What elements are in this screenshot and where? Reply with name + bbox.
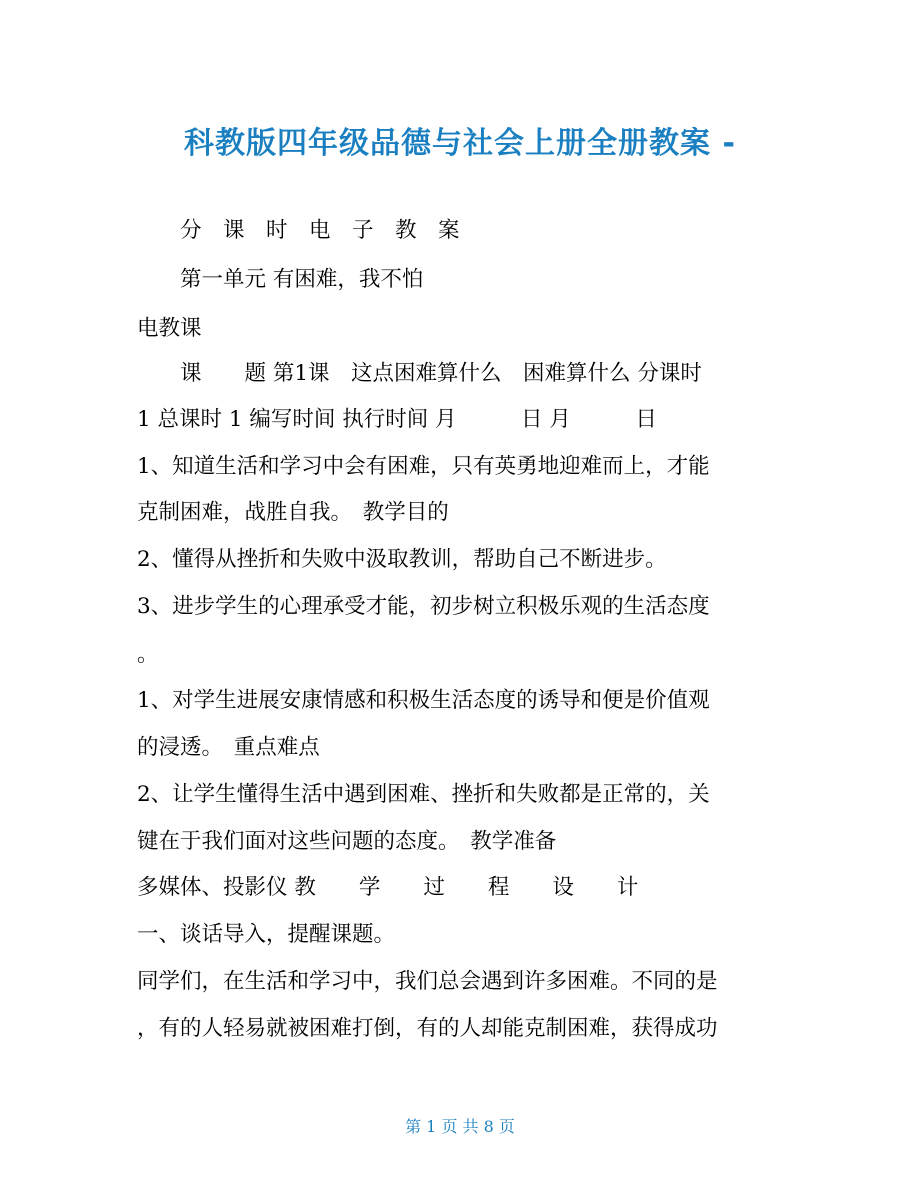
body-line: 1、知道生活和学习中会有困难，只有英勇地迎难而上，才能 [137, 454, 710, 479]
body-line: 1 总课时 1 编写时间 执行时间 月 日 月 日 [137, 407, 657, 432]
body-line: 一、谈话导入，提醒课题。 [137, 922, 396, 947]
body-line: 多媒体、投影仪 教 学 过 程 设 计 [137, 875, 639, 900]
body-line: 2、让学生懂得生活中遇到困难、挫折和失败都是正常的，关 [137, 782, 710, 807]
body-line: 。 [137, 642, 159, 667]
body-line: 1、对学生进展安康情感和积极生活态度的诱导和便是价值观 [137, 688, 710, 713]
body-line: 克制困难，战胜自我。 教学目的 [137, 500, 449, 525]
body-line: 电教课 [137, 316, 202, 341]
body-line: 第一单元 有困难，我不怕 [137, 267, 424, 292]
body-line: 键在于我们面对这些问题的态度。 教学准备 [137, 829, 557, 854]
page-number-footer: 第 1 页 共 8 页 [405, 1117, 515, 1136]
body-line: 同学们，在生活和学习中，我们总会遇到许多困难。不同的是 [137, 969, 718, 994]
body-line: 的浸透。 重点难点 [137, 735, 320, 760]
body-line: 分 课 时 电 子 教 案 [137, 218, 460, 243]
body-line: 课 题 第1课 这点困难算什么 困难算什么 分课时 [137, 361, 702, 386]
body-line: ，有的人轻易就被困难打倒，有的人却能克制困难，获得成功 [137, 1016, 718, 1041]
body-line: 3、进步学生的心理承受才能，初步树立积极乐观的生活态度 [137, 594, 710, 619]
document-title: 科教版四年级品德与社会上册全册教案 - [184, 126, 736, 161]
body-line: 2、懂得从挫折和失败中汲取教训，帮助自己不断进步。 [137, 547, 667, 572]
